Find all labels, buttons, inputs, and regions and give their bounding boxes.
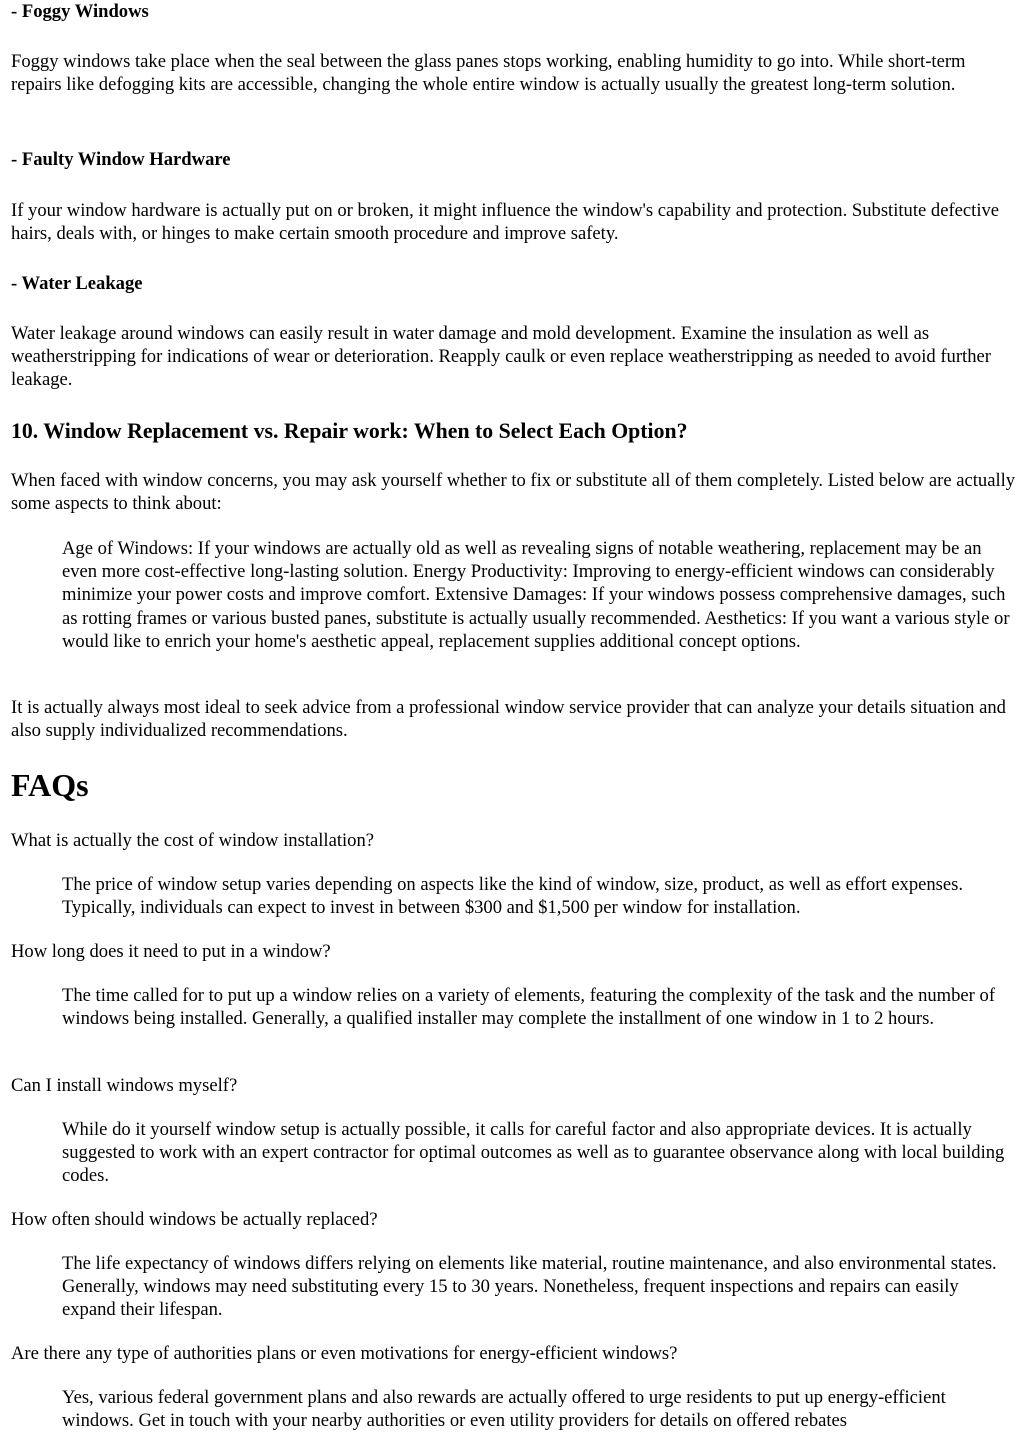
faq-answer: The life expectancy of windows differs relying on elements like material, routine maintenance, and also environmental states. Generally, windows may need substituting every 15 to 30 years. Nonetheless, frequent inspections and repairs can easily expand their lifespan. xyxy=(62,1253,997,1321)
faq-question: Are there any type of authorities plans or even motivations for energy-efficient windows? xyxy=(11,1343,678,1364)
foggy-windows-paragraph: Foggy windows take place when the seal between the glass panes stops working, enabling humidity to go into. While short-term repairs like defogging kits are accessible, changing the whole entire window is actually usually the greatest long-term solution. xyxy=(11,51,966,96)
foggy-windows-heading: - Foggy Windows xyxy=(11,1,149,22)
faq-answer: The price of window setup varies depending on aspects like the kind of window, size, product, as well as effort expenses. Typically, individuals can expect to invest in between $300 and $1,500 per window for installation. xyxy=(62,874,964,919)
faq-answer: The time called for to put up a window relies on a variety of elements, featuring the complexity of the task and the number of windows being installed. Generally, a qualified installer may complete the installment of one window in 1 to 2 hours. xyxy=(62,985,996,1030)
replacement-intro-paragraph: When faced with window concerns, you may ask yourself whether to fix or substitute all of them completely. Listed below are actually some aspects to think about: xyxy=(11,470,1016,515)
water-leakage-heading: - Water Leakage xyxy=(11,273,143,294)
replacement-outro-paragraph: It is actually always most ideal to seek advice from a professional window service provider that can analyze your details situation and also supply individualized recommendations. xyxy=(11,697,1006,742)
faq-question: What is actually the cost of window installation? xyxy=(11,830,375,851)
replacement-vs-repair-heading: 10. Window Replacement vs. Repair work: When to Select Each Option? xyxy=(11,419,688,443)
faq-question: How long does it need to put in a window? xyxy=(11,941,331,962)
faulty-hardware-paragraph: If your window hardware is actually put on or broken, it might influence the window's capability and protection. Substitute defective hairs, deals with, or hinges to make certain smooth procedure and improve safety. xyxy=(11,200,1000,245)
replacement-factors-quote: Age of Windows: If your windows are actually old as well as revealing signs of notable weathering, replacement may be an even more cost-effective long-lasting solution. Energy Productivity: Improving to energy-efficient windows can considerably minimize your power costs and improve comfort. Extensive Damages: If your windows possess comprehensive damages, such as rotting frames or various busted panes, substitute is actually usually recommended. Aesthetics: If you want a various style or would like to enrich your home's aesthetic appeal, replacement supplies additional concept options. xyxy=(62,538,1010,652)
faq-question: Can I install windows myself? xyxy=(11,1075,238,1096)
faqs-title: FAQs xyxy=(11,767,89,803)
faq-question: How often should windows be actually replaced? xyxy=(11,1209,378,1230)
faq-answer: While do it yourself window setup is actually possible, it calls for careful factor and also appropriate devices. It is actually suggested to work with an expert contractor for optimal outcomes as well as to guarantee observance along with local building codes. xyxy=(62,1119,1005,1187)
faq-answer: Yes, various federal government plans and also rewards are actually offered to urge residents to put up energy-efficient windows. Get in touch with your nearby authorities or even utility providers for details on offered rebates xyxy=(62,1387,946,1432)
water-leakage-paragraph: Water leakage around windows can easily result in water damage and mold development. Examine the insulation as well as weatherstripping for indications of wear or deterioration. Reapply caulk or even replace weatherstripping as needed to avoid further leakage. xyxy=(11,323,991,391)
faulty-hardware-heading: - Faulty Window Hardware xyxy=(11,149,231,170)
